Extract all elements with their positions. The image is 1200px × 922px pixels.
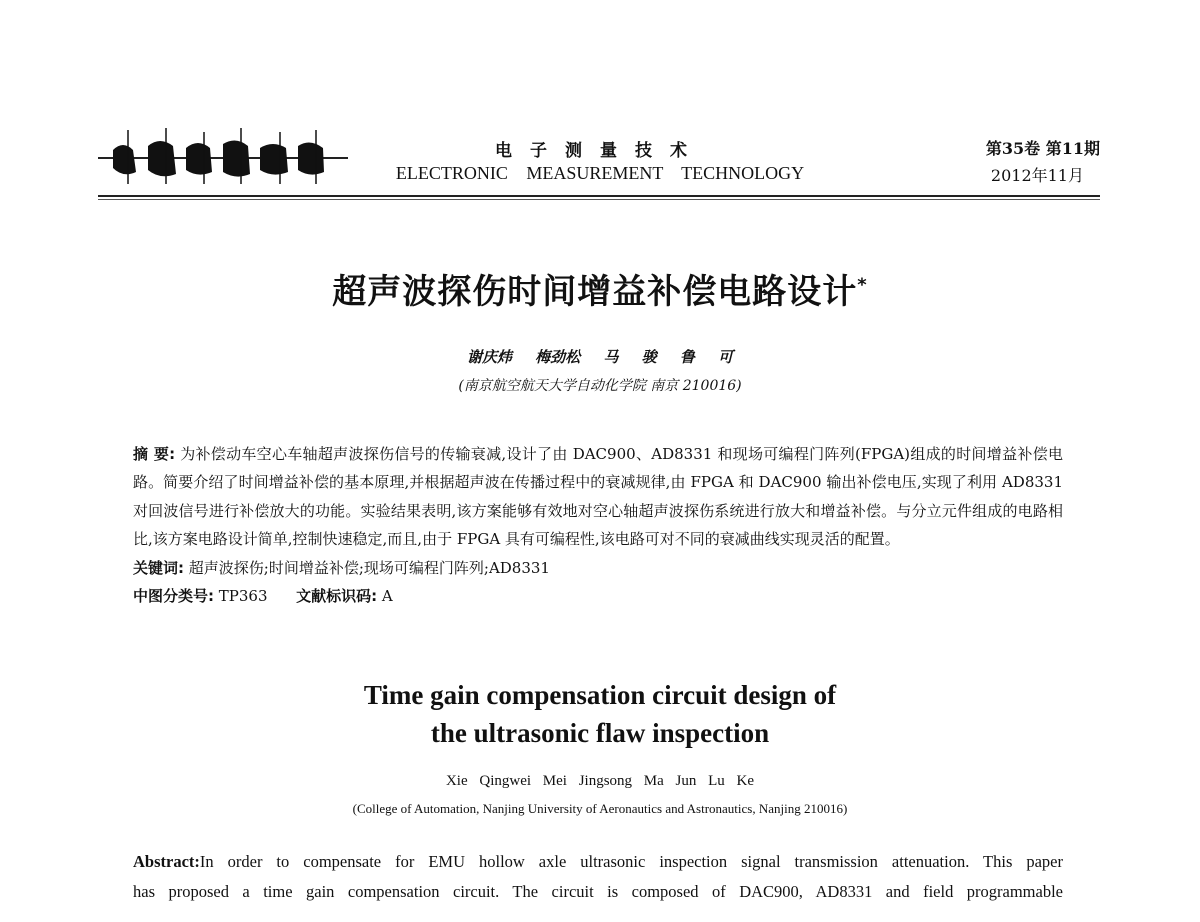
journal-name-en: ELECTRONIC MEASUREMENT TECHNOLOGY <box>395 163 805 183</box>
clc-label: 中图分类号: <box>133 587 214 606</box>
title-footnote-mark: * <box>857 274 868 296</box>
affiliation-cn: (南京航空航天大学自动化学院 南京 210016) <box>458 378 742 394</box>
abstract-cn-block <box>133 440 1063 610</box>
keywords-text: 超声波探伤;时间增益补偿;现场可编程门阵列;AD8331 <box>188 558 550 577</box>
title-en-line: the ultrasonic flaw inspection <box>430 718 770 748</box>
journal-logo-icon <box>98 128 348 184</box>
abstract-text-cn: 为补偿动车空心车轴超声波探伤信号的传输衰减,设计了由 DAC900、AD8331 和现场可编程门阵列(FPGA)组成的时间增益补偿电路。简要介绍了时间增益补偿的基本原理,并根据超声波在传播过程中的衰减规律,由 FPGA 和 DAC900 输出补偿电压,实现了利用 AD8331 对回波信号进行补偿放大的功能。实验结果表明,该方案能够有效地对空心轴超声波探伤系统进行放大和增益补偿。与分立元件组成的电路相比,该方案电路设计简单,控制快速稳定,而且,由于 FPGA 具有可编程性,该电路可对不同的衰减曲线实现灵活的配置。 <box>133 445 1063 549</box>
paper-title-en <box>0 676 1200 752</box>
abstract-en <box>133 847 1063 907</box>
abstract-en-text: In order to compensate for EMU hollow axle ultrasonic inspection signal transmission attenuation. This paper <box>199 852 1063 871</box>
clc-value: TP363 <box>218 587 268 606</box>
abstract-cn <box>133 440 1063 554</box>
journal-name-cn: 电子测量技术 <box>495 141 705 161</box>
authors-en: Xie Qingwei Mei Jingsong Ma Jun Lu Ke <box>445 773 755 789</box>
title-en-line: Time gain compensation circuit design of <box>363 680 837 710</box>
header-rule <box>98 195 1100 197</box>
issue-date: 2012年11月 <box>990 166 1084 185</box>
doc-code-label: 文献标识码: <box>296 587 378 606</box>
paper-title-cn <box>0 264 1200 313</box>
abstract-en-line: has proposed a time gain compensation circuit. The circuit is composed of DAC900, AD8331 and field programmable <box>133 882 1063 901</box>
abstract-label-en: Abstract: <box>133 852 200 871</box>
volume-issue: 第35卷 第11期 <box>985 139 1100 158</box>
affiliation-en: (College of Automation, Nanjing University of Aeronautics and Astronautics, Nanjing 210016) <box>352 801 848 816</box>
keywords-cn <box>133 554 1063 582</box>
authors-cn: 谢庆炜 梅劲松 马 骏 鲁 可 <box>466 348 734 366</box>
doc-code-value: A <box>381 587 393 606</box>
title-text: 超声波探伤时间增益补偿电路设计 <box>332 272 858 312</box>
classification <box>133 582 1063 610</box>
abstract-label-cn: 摘 要: <box>133 445 176 463</box>
keywords-label: 关键词: <box>133 558 184 577</box>
abstract-en-line <box>133 847 1063 877</box>
header-rule-thin <box>98 199 1100 200</box>
